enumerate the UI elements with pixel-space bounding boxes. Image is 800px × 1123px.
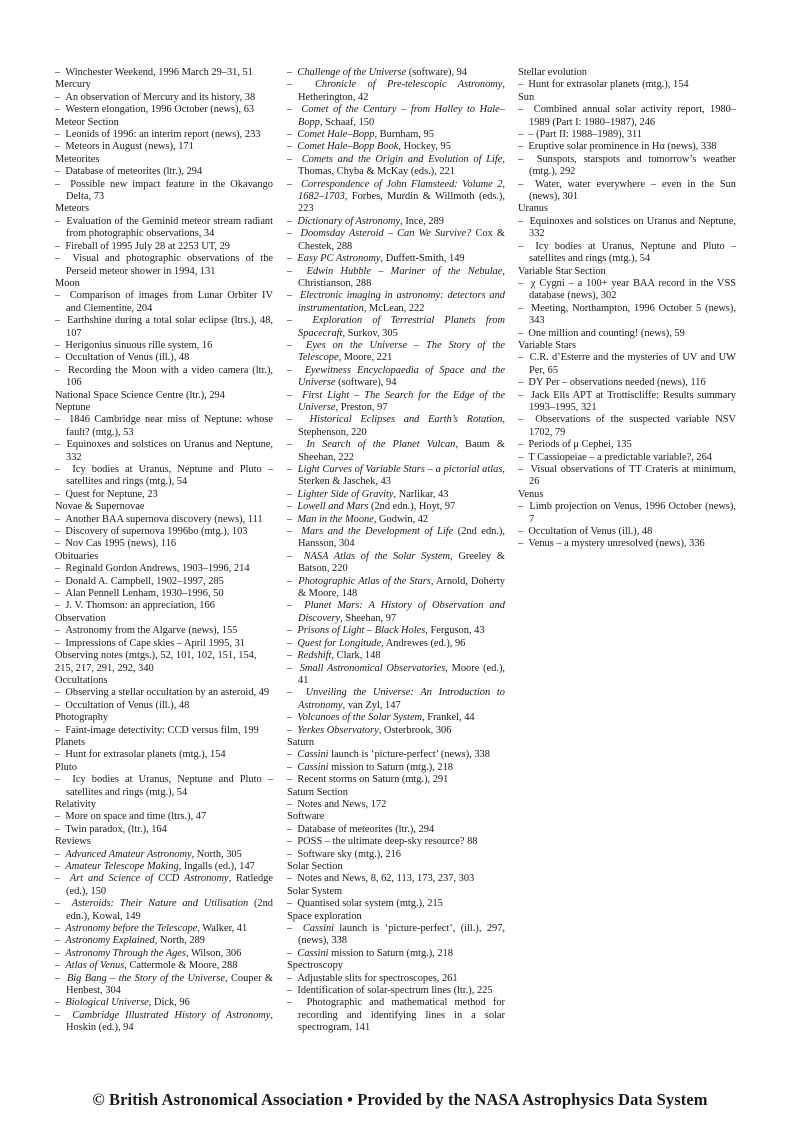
index-entry: – Database of meteorites (ltr.), 294 <box>287 824 505 836</box>
index-column-3 <box>518 67 736 551</box>
index-entry <box>287 340 505 365</box>
index-heading: Relativity <box>55 798 96 810</box>
index-heading: National Space Science Centre (ltr.), 294 <box>55 389 225 401</box>
index-entry: – Notes and News, 172 <box>287 799 505 811</box>
index-entry: – Visual and photographic observations of the Perseid meteor shower in 1994, 131 <box>55 253 273 278</box>
index-entry <box>287 216 505 228</box>
entry-detail: (2nd edn.), Kowal, 149 <box>66 898 273 922</box>
entry-title: Atlas of Venus <box>65 960 125 972</box>
entry-detail: , Burnham, 95 <box>374 129 434 141</box>
entry-detail: , van Zyl, 147 <box>342 699 401 711</box>
index-entry: – Database of meteorites (ltr.), 294 <box>55 166 273 178</box>
index-entry: – Recent storms on Saturn (mtg.), 291 <box>287 774 505 786</box>
index-entry: – Hunt for extrasolar planets (mtg.), 154 <box>55 749 273 761</box>
index-entry: – Jack Ells APT at Trottiscliffe: Results summary 1993–1995, 321 <box>518 390 736 415</box>
index-heading: Reviews <box>55 836 91 848</box>
entry-title: Astronomy Explained <box>65 935 155 947</box>
index-entry: – Twin paradox, (ltr.), 164 <box>55 824 273 836</box>
index-heading: Stellar evolution <box>518 67 587 78</box>
index-entry: – Meteors in August (news), 171 <box>55 141 273 153</box>
entry-detail: , Cattermole & Moore, 288 <box>124 960 238 972</box>
entry-title: Comet Hale–Bopp Book <box>297 141 399 153</box>
index-entry: – – (Part II: 1988–1989), 311 <box>518 129 736 141</box>
index-entry <box>55 960 273 972</box>
index-heading: Variable Star Section <box>518 265 606 277</box>
index-entry <box>287 228 505 253</box>
index-entry: – Fireball of 1995 July 28 at 2253 UT, 29 <box>55 241 273 253</box>
entry-title: Big Bang – the Story of the Universe <box>66 972 225 984</box>
index-entry <box>287 501 505 513</box>
entry-title: Exploration of Terrestrial Planets from Spacecraft <box>298 315 506 339</box>
index-entry <box>287 762 505 774</box>
index-heading: Variable Stars <box>518 339 576 351</box>
index-entry <box>287 67 505 79</box>
index-heading: Obituaries <box>55 550 99 562</box>
entry-title: Small Astronomical Observatories <box>299 662 446 674</box>
entry-detail: mission to Saturn (mtg.), 218 <box>328 947 453 959</box>
index-entry: – Winchester Weekend, 1996 March 29–31, 51 <box>55 67 273 79</box>
index-entry: – Another BAA supernova discovery (news), 111 <box>55 514 273 526</box>
index-entry: – Occultation of Venus (ill.), 48 <box>55 352 273 364</box>
index-entry <box>287 129 505 141</box>
index-entry: – Observations of the suspected variable NSV 1702, 79 <box>518 414 736 439</box>
index-entry <box>287 650 505 662</box>
index-entry: – Quantised solar system (mtg.), 215 <box>287 898 505 910</box>
index-entry <box>55 849 273 861</box>
index-heading: Sun <box>518 91 535 103</box>
entry-detail: , Ratledge (ed.), 150 <box>66 873 273 897</box>
index-entry: – Possible new impact feature in the Okavango Delta, 73 <box>55 179 273 204</box>
index-heading: Pluto <box>55 761 77 773</box>
index-entry: – Identification of solar-spectrum lines (ltr.), 225 <box>287 985 505 997</box>
entry-detail: , Baum & Sheehan, 222 <box>298 439 506 463</box>
index-entry <box>55 923 273 935</box>
index-entry: – One million and counting! (news), 59 <box>518 328 736 340</box>
entry-detail: , Couper & Henbest, 304 <box>66 972 274 997</box>
entry-title: Cassini <box>297 749 329 761</box>
index-entry <box>287 489 505 501</box>
index-heading: Uranus <box>518 203 549 215</box>
entry-detail: , Moore, 221 <box>338 352 393 364</box>
index-heading: Meteor Section <box>55 116 119 128</box>
index-entry: – Meeting, Northampton, 1996 October 5 (news), 343 <box>518 303 736 328</box>
entry-detail: , Narlikar, 43 <box>393 488 449 500</box>
index-heading: Venus <box>518 488 544 500</box>
index-entry <box>55 973 273 998</box>
index-entry <box>55 997 273 1009</box>
index-entry <box>55 948 273 960</box>
entry-detail: , Hetherington, 42 <box>298 79 506 103</box>
index-heading: Planets <box>55 736 86 748</box>
index-heading: Solar System <box>287 885 343 897</box>
index-heading: Occultations <box>55 674 108 686</box>
index-entry: – Equinoxes and solstices on Uranus and Neptune, 332 <box>55 439 273 464</box>
index-entry: – Software sky (mtg.), 216 <box>287 849 505 861</box>
index-entry <box>287 725 505 737</box>
index-entry: – Adjustable slits for spectroscopes, 261 <box>287 973 505 985</box>
index-entry <box>287 439 505 464</box>
index-entry <box>287 576 505 601</box>
index-entry: – Periods of μ Cephei, 135 <box>518 439 736 451</box>
entry-detail: , Godwin, 42 <box>373 513 429 525</box>
index-entry: – Donald A. Campbell, 1902–1997, 285 <box>55 576 273 588</box>
index-heading: Mercury <box>55 79 91 91</box>
index-entry <box>55 898 273 923</box>
entry-title: Dictionary of Astronomy <box>297 215 401 227</box>
entry-detail: , Surkov, 305 <box>342 327 398 339</box>
index-entry: – POSS – the ultimate deep-sky resource? 88 <box>287 836 505 848</box>
entry-title: Electronic imaging in astronomy: detectors and instrumentation <box>298 290 505 314</box>
entry-detail: Cox & Chestek, 288 <box>298 228 505 252</box>
entry-title: Asteroids: Their Nature and Utilisation <box>71 898 249 910</box>
index-entry: – More on space and time (ltrs.), 47 <box>55 811 273 823</box>
index-entry: – Equinoxes and solstices on Uranus and Neptune, 332 <box>518 216 736 241</box>
index-entry <box>287 315 505 340</box>
entry-detail: , Osterbrook, 306 <box>378 724 452 736</box>
index-entry <box>287 551 505 576</box>
index-entry: – χ Cygni – a 100+ year BAA record in the VSS database (news), 302 <box>518 278 736 303</box>
index-heading: Observing notes (mtgs.), 52, 101, 102, 151, 154, 215, 217, 291, 292, 340 <box>55 650 257 674</box>
index-entry: – Astronomy from the Algarve (news), 155 <box>55 625 273 637</box>
index-heading: Photography <box>55 712 109 724</box>
entry-detail: , Clark, 148 <box>331 650 381 662</box>
entry-detail: mission to Saturn (mtg.), 218 <box>328 761 453 773</box>
index-entry: – Discovery of supernova 1996bo (mtg.), 103 <box>55 526 273 538</box>
index-entry <box>55 861 273 873</box>
entry-title: Astronomy Through the Ages <box>65 947 186 959</box>
index-entry <box>287 253 505 265</box>
entry-detail: , Andrewes (ed.), 96 <box>381 637 466 649</box>
entry-title: Eyewitness Encyclopaedia of Space and the Universe <box>298 364 505 389</box>
index-entry <box>55 873 273 898</box>
entry-detail: , Thomas, Chyba & McKay (eds.), 221 <box>298 153 505 178</box>
entry-title: Yerkes Observatory <box>297 724 379 736</box>
entry-title: NASA Atlas of the Solar System <box>303 550 451 562</box>
entry-title: Eyes on the Universe – The Story of the Telescope <box>298 339 505 364</box>
index-entry: – Faint-image detectivity: CCD versus film, 199 <box>55 725 273 737</box>
entry-detail: (software), 94 <box>335 377 397 389</box>
entry-title: Planet Mars: A History of Observation and Discovery <box>298 600 505 624</box>
entry-detail: , McLean, 222 <box>363 302 425 314</box>
entry-title: Unveiling the Universe: An Introduction to Astronomy <box>298 687 505 711</box>
index-entry <box>287 179 505 216</box>
index-entry: – Combined annual solar activity report, 1980–1989 (Part I: 1980–1987), 246 <box>518 104 736 129</box>
index-entry: – Photographic and mathematical method for recording and identifying lines in a solar spectrogram, 141 <box>287 997 505 1034</box>
index-entry: – Occultation of Venus (ill.), 48 <box>518 526 736 538</box>
entry-detail: , Arnold, Doherty & Moore, 148 <box>298 575 505 600</box>
index-entry: – An observation of Mercury and its history, 38 <box>55 92 273 104</box>
entry-title: Easy PC Astronomy <box>297 253 381 265</box>
index-entry: – Visual observations of TT Crateris at minimum, 26 <box>518 464 736 489</box>
index-entry: – Sunspots, starspots and tomorrow’s weather (mtg.), 292 <box>518 154 736 179</box>
index-entry: – DY Per – observations needed (news), 116 <box>518 377 736 389</box>
index-entry: – Comparison of images from Lunar Orbiter IV and Clementine, 204 <box>55 290 273 315</box>
index-entry: – Water, water everywhere – even in the Sun (news), 301 <box>518 179 736 204</box>
entry-detail: , Preston, 97 <box>335 401 388 413</box>
index-entry: – Notes and News, 8, 62, 113, 173, 237, 303 <box>287 873 505 885</box>
entry-title: Light Curves of Variable Stars – a pictorial atlas <box>297 464 503 475</box>
index-heading: Saturn <box>287 736 315 748</box>
index-entry <box>287 141 505 153</box>
index-entry: – Quest for Neptune, 23 <box>55 489 273 501</box>
entry-detail: , Christianson, 288 <box>298 265 505 289</box>
entry-detail: , Wilson, 306 <box>185 947 242 959</box>
index-entry: – T Cassiopeiae – a predictable variable?, 264 <box>518 452 736 464</box>
index-entry: – C.R. d’Esterre and the mysteries of UV and UW Per, 65 <box>518 352 736 377</box>
index-entry <box>287 514 505 526</box>
index-heading: Solar Section <box>287 861 343 872</box>
entry-title: Man in the Moone <box>297 513 374 525</box>
entry-title: Amateur Telescope Making <box>65 861 179 872</box>
entry-title: Comet of the Century – from Halley to Hale–Bopp <box>298 104 505 128</box>
index-entry: – Earthshine during a total solar eclipse (ltrs.), 48, 107 <box>55 315 273 340</box>
index-entry <box>287 266 505 291</box>
entry-title: Lowell and Mars <box>297 501 369 513</box>
entry-detail: , Sterken & Jaschek, 43 <box>298 464 505 488</box>
entry-title: Cassini <box>297 947 329 959</box>
entry-title: Comets and the Origin and Evolution of Life <box>301 153 503 165</box>
entry-detail: , Greeley & Batson, 220 <box>298 550 505 575</box>
index-entry: – Limb projection on Venus, 1996 October (news), 7 <box>518 501 736 526</box>
entry-title: Correspondence of John Flamsteed: Volume 2, 1682–1703 <box>298 178 506 203</box>
entry-detail: launch is ‘picture-perfect’ (news), 338 <box>328 749 490 761</box>
entry-title: Chronicle of Pre-telescopic Astronomy <box>314 79 503 91</box>
index-entry: – Leonids of 1996: an interim report (news), 233 <box>55 129 273 141</box>
entry-title: Edwin Hubble – Mariner of the Nebulae <box>306 265 503 277</box>
entry-title: Astronomy before the Telescope <box>65 923 198 935</box>
entry-detail: , Ince, 289 <box>400 215 444 227</box>
entry-title: Art and Science of CCD Astronomy <box>69 873 229 885</box>
index-entry <box>287 712 505 724</box>
entry-title: First Light – The Search for the Edge of the Universe <box>298 389 506 413</box>
index-entry: – Recording the Moon with a video camera (ltr.), 106 <box>55 365 273 390</box>
entry-detail: , Stephenson, 220 <box>298 414 506 438</box>
index-heading: Saturn Section <box>287 786 348 798</box>
entry-title: Redshift <box>297 650 332 662</box>
index-entry <box>287 600 505 625</box>
index-entry: – Hunt for extrasolar planets (mtg.), 154 <box>518 79 736 91</box>
index-entry: – Occultation of Venus (ill.), 48 <box>55 700 273 712</box>
index-entry <box>287 414 505 439</box>
index-heading: Spectroscopy <box>287 960 343 972</box>
index-entry <box>287 154 505 179</box>
index-entry <box>55 1010 273 1035</box>
index-entry: – Impressions of Cape skies – April 1995, 31 <box>55 638 273 650</box>
entry-detail: , Hoskin (ed.), 94 <box>66 1009 273 1034</box>
index-entry: – 1846 Cambridge near miss of Neptune: whose fault? (mtg.), 53 <box>55 414 273 439</box>
entry-detail: , Hockey, 95 <box>398 141 451 153</box>
index-entry <box>287 687 505 712</box>
index-entry: – Alan Pennell Lenham, 1930–1996, 50 <box>55 588 273 600</box>
entry-detail: , Ferguson, 43 <box>425 625 485 637</box>
index-column-2 <box>287 67 505 1035</box>
index-entry: – J. V. Thomson: an appreciation, 166 <box>55 600 273 612</box>
entry-detail: , Dick, 96 <box>148 997 190 1009</box>
index-entry <box>287 104 505 129</box>
entry-title: Advanced Amateur Astronomy <box>65 848 192 860</box>
index-entry <box>55 935 273 947</box>
entry-title: Biological Universe <box>65 997 149 1009</box>
index-entry: – Reginald Gordon Andrews, 1903–1996, 214 <box>55 563 273 575</box>
entry-title: Challenge of the Universe <box>297 67 407 78</box>
entry-detail: , North, 305 <box>191 848 242 860</box>
entry-detail: launch is ‘picture-perfect’, (ill.), 297, (news), 338 <box>298 923 505 947</box>
entry-title: Quest for Longitude <box>297 637 382 649</box>
index-entry <box>287 948 505 960</box>
index-entry <box>287 923 505 948</box>
index-heading: Meteors <box>55 203 90 215</box>
index-entry <box>287 625 505 637</box>
entry-detail: , Forbes, Murdin & Willmoth (eds.), 223 <box>298 191 505 215</box>
entry-title: Historical Eclipses and Earth’s Rotation <box>309 414 503 426</box>
index-entry: – Icy bodies at Uranus, Neptune and Pluto – satellites and rings (mtg.), 54 <box>518 241 736 266</box>
entry-title: Lighter Side of Gravity <box>297 488 394 500</box>
entry-detail: , Schaaf, 150 <box>319 116 375 128</box>
entry-detail: (2nd edn.), Hoyt, 97 <box>368 501 456 513</box>
entry-detail: , Duffett-Smith, 149 <box>380 253 465 265</box>
index-entry: – Evaluation of the Geminid meteor stream radiant from photographic observations, 34 <box>55 216 273 241</box>
index-heading: Space exploration <box>287 910 362 922</box>
entry-title: Cambridge Illustrated History of Astronomy <box>72 1009 271 1021</box>
index-entry <box>287 390 505 415</box>
index-heading: Meteorites <box>55 153 100 165</box>
index-entry <box>287 464 505 489</box>
entry-detail: , North, 289 <box>154 935 205 947</box>
entry-title: Cassini <box>302 923 335 935</box>
index-entry: – Western elongation, 1996 October (news), 63 <box>55 104 273 116</box>
index-entry <box>287 526 505 551</box>
index-entry: – Venus – a mystery unresolved (news), 336 <box>518 538 736 550</box>
index-entry: – Icy bodies at Uranus, Neptune and Pluto – satellites and rings (mtg.), 54 <box>55 774 273 799</box>
index-entry: – Eruptive solar prominence in Hα (news), 338 <box>518 141 736 153</box>
entry-detail: , Frankel, 44 <box>422 712 475 724</box>
index-column-1 <box>55 67 273 1035</box>
entry-title: Comet Hale–Bopp <box>297 129 375 141</box>
index-entry: – Nov Cas 1995 (news), 116 <box>55 538 273 550</box>
index-entry: – Observing a stellar occultation by an asteroid, 49 <box>55 687 273 699</box>
index-entry <box>287 365 505 390</box>
index-entry: – Icy bodies at Uranus, Neptune and Pluto – satellites and rings (mtg.), 54 <box>55 464 273 489</box>
entry-title: Mars and the Development of Life <box>301 526 454 538</box>
copyright-footer: © British Astronomical Association • Provided by the NASA Astrophysics Data System <box>92 1090 708 1109</box>
index-heading: Software <box>287 811 325 823</box>
entry-title: Prisons of Light – Black Holes <box>297 625 426 637</box>
index-heading: Neptune <box>55 401 91 413</box>
entry-title: Volcanoes of the Solar System <box>297 712 423 724</box>
index-entry <box>287 638 505 650</box>
index-entry <box>287 749 505 761</box>
index-heading: Novae & Supernovae <box>55 501 145 513</box>
entry-detail: , Ingalls (ed.), 147 <box>178 861 255 872</box>
index-entry: – Herigonius sinuous rille system, 16 <box>55 340 273 352</box>
entry-title: Doomsday Asteroid – Can We Survive? <box>300 228 472 240</box>
entry-title: In Search of the Planet Vulcan <box>306 439 456 451</box>
entry-detail: , Moore (ed.), 41 <box>298 662 505 686</box>
index-heading: Observation <box>55 612 106 624</box>
index-entry <box>287 663 505 688</box>
entry-detail: (2nd edn.), Hansson, 304 <box>298 526 505 550</box>
entry-detail: , Sheehan, 97 <box>340 612 397 624</box>
entry-title: Cassini <box>297 761 329 773</box>
index-entry <box>287 290 505 315</box>
entry-detail: (software), 94 <box>406 67 468 78</box>
index-heading: Moon <box>55 277 80 289</box>
entry-title: Photographic Atlas of the Stars <box>298 575 431 587</box>
entry-detail: , Walker, 41 <box>197 923 248 935</box>
index-entry <box>287 79 505 104</box>
